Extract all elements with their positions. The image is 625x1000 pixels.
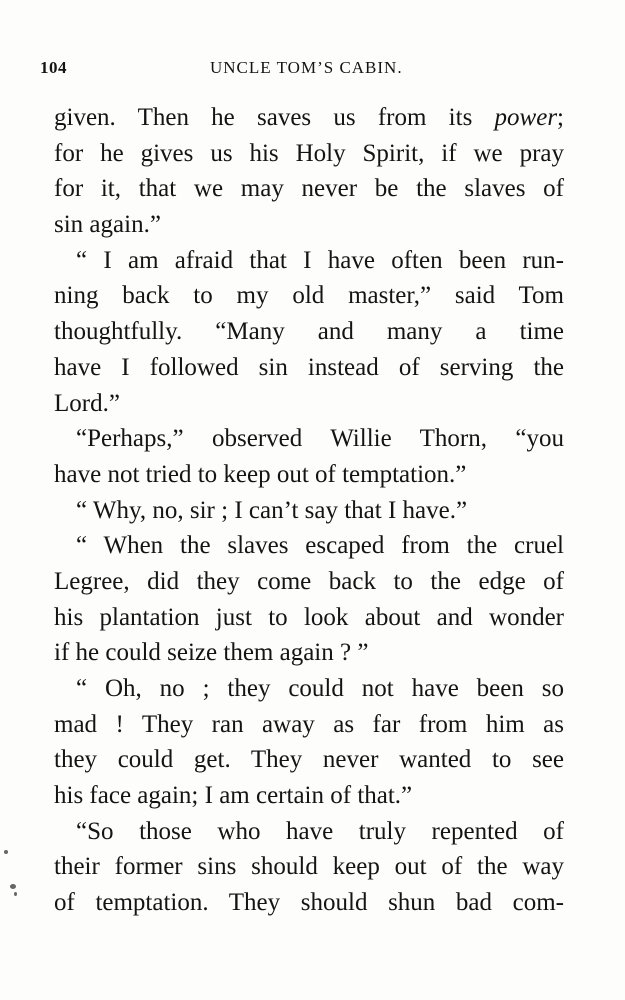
text-line: given. Then he saves us from its power; — [54, 104, 564, 131]
text-line: “ I am afraid that I have often been run- — [76, 246, 564, 274]
scan-speck — [14, 892, 17, 896]
text-line: “ Oh, no ; they could not have been so — [76, 675, 564, 702]
scan-speck — [10, 884, 16, 889]
text-line: have not tried to keep out of temptation.” — [54, 460, 467, 488]
text-line: ning back to my old master,” said Tom — [54, 282, 564, 310]
text-line: Lord.” — [54, 389, 120, 417]
text-line: for he gives us his Holy Spirit, if we pray — [54, 139, 564, 167]
text-line: their former sins should keep out of the way — [54, 853, 564, 881]
text-line: “ When the slaves escaped from the cruel — [76, 532, 564, 560]
text-line: “So those who have truly repented of — [76, 817, 564, 845]
running-head — [40, 58, 560, 82]
text-line: of temptation. They should shun bad com- — [54, 889, 564, 917]
text-line: thoughtfully. “Many and many a time — [54, 318, 564, 346]
text-line: his face again; I am certain of that.” — [54, 782, 413, 810]
text-line: mad ! They ran away as far from him as — [54, 710, 564, 738]
text-line: they could get. They never wanted to see — [54, 746, 564, 774]
text-line: for it, that we may never be the slaves of — [54, 175, 564, 203]
page-number: 104 — [40, 58, 67, 77]
body-text — [54, 100, 564, 921]
book-title: UNCLE TOM’S CABIN. — [210, 58, 403, 77]
text-line: if he could seize them again ? ” — [54, 639, 369, 667]
text-line: have I followed sin instead of serving the — [54, 353, 564, 381]
text-line: Legree, did they come back to the edge of — [54, 567, 564, 595]
text-line: sin again.” — [54, 211, 161, 239]
scan-speck — [4, 850, 8, 854]
text-line: “ Why, no, sir ; I can’t say that I have.” — [76, 496, 468, 524]
emphasized-word: power — [494, 104, 558, 131]
text-line: his plantation just to look about and wonder — [54, 603, 564, 631]
text-line: “Perhaps,” observed Willie Thorn, “you — [76, 425, 564, 453]
